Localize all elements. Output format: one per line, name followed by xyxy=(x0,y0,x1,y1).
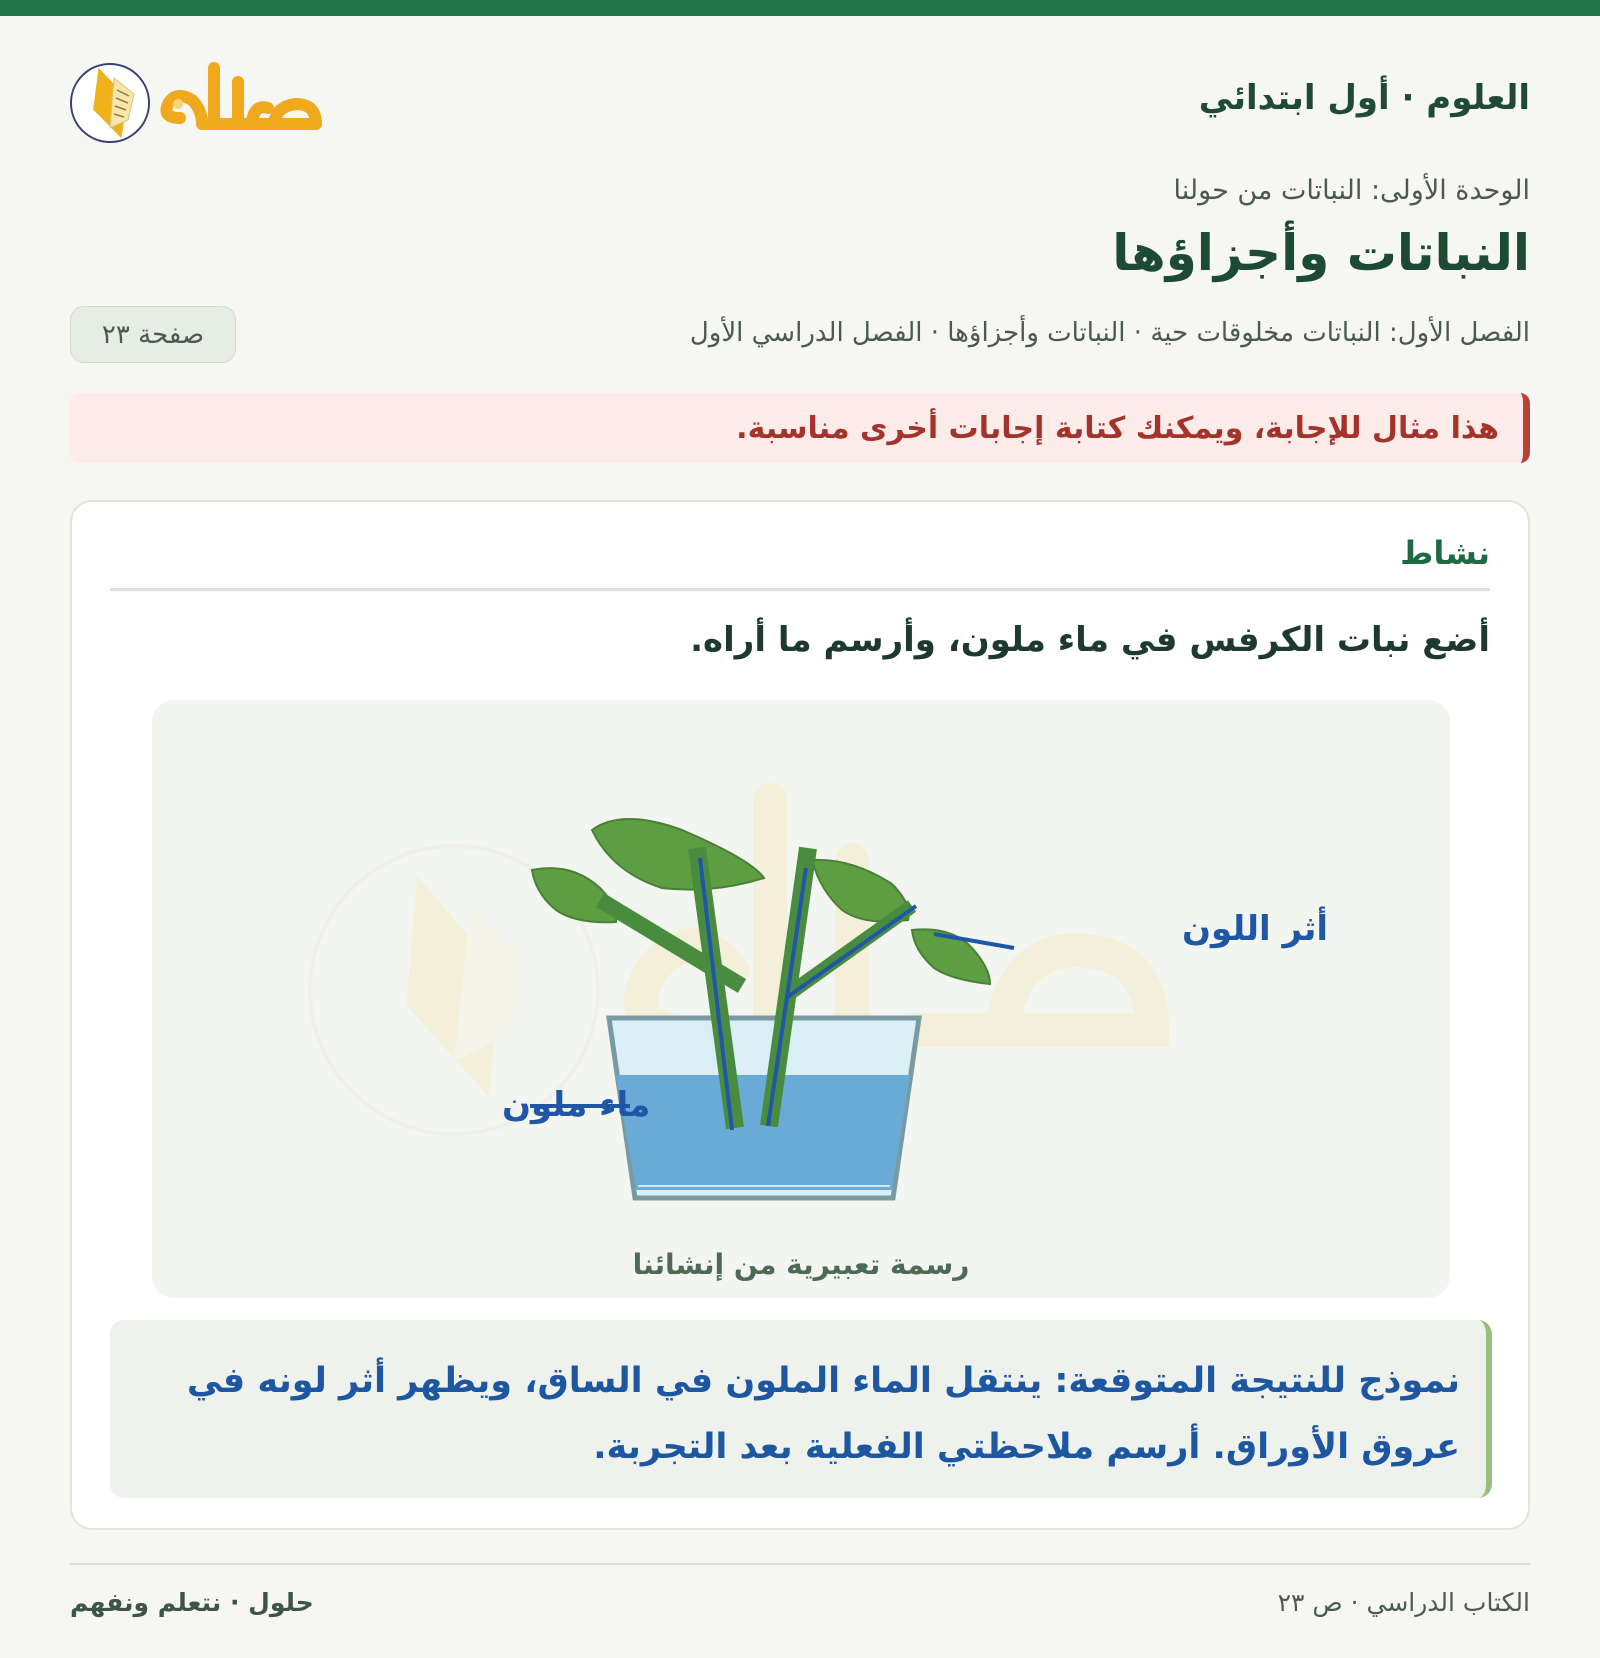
activity-card xyxy=(70,500,1530,1530)
lesson-title: النباتات وأجزاؤها xyxy=(1112,224,1530,282)
expected-result-answer xyxy=(110,1320,1492,1498)
label-colored-water: ماء ملون xyxy=(502,1085,651,1125)
celery-experiment-figure xyxy=(152,700,1450,1298)
subject-title: العلوم · أول ابتدائي xyxy=(1198,78,1530,118)
breadcrumb: الفصل الأول: النباتات مخلوقات حية · النباتات وأجزاؤها · الفصل الدراسي الأول xyxy=(689,318,1530,348)
logo-mark-icon xyxy=(70,48,330,158)
top-accent-bar xyxy=(0,0,1600,16)
activity-instruction: أضع نبات الكرفس في ماء ملون، وأرسم ما أراه. xyxy=(690,620,1490,660)
sample-answer-notice xyxy=(70,393,1530,463)
celery-drawing xyxy=(152,700,1450,1298)
page-number-badge: صفحة ٢٣ xyxy=(70,306,236,363)
figure-caption: رسمة تعبيرية من إنشائنا xyxy=(632,1248,970,1281)
activity-heading: نشاط xyxy=(1400,534,1490,572)
page-header xyxy=(70,48,1530,158)
answer-text: نموذج للنتيجة المتوقعة: ينتقل الماء الملون في الساق، ويظهر أثر لونه في عروق الأوراق. أرسم ملاحظتي الفعلية بعد التجربة. xyxy=(186,1361,1460,1467)
leaf-icon xyxy=(592,819,764,890)
notice-text: هذا مثال للإجابة، ويمكنك كتابة إجابات أخرى مناسبة. xyxy=(736,410,1499,446)
label-color-trace: أثر اللون xyxy=(1182,909,1329,949)
footer-divider xyxy=(70,1563,1530,1565)
footer-brand: حلول · نتعلم ونفهم xyxy=(70,1588,314,1617)
footer-book-reference: الكتاب الدراسي · ص ٢٣ xyxy=(1277,1588,1530,1617)
hulul-logo[interactable] xyxy=(70,48,330,158)
heading-divider xyxy=(110,588,1490,591)
unit-label: الوحدة الأولى: النباتات من حولنا xyxy=(1173,175,1530,206)
colored-water-icon xyxy=(616,1075,910,1190)
